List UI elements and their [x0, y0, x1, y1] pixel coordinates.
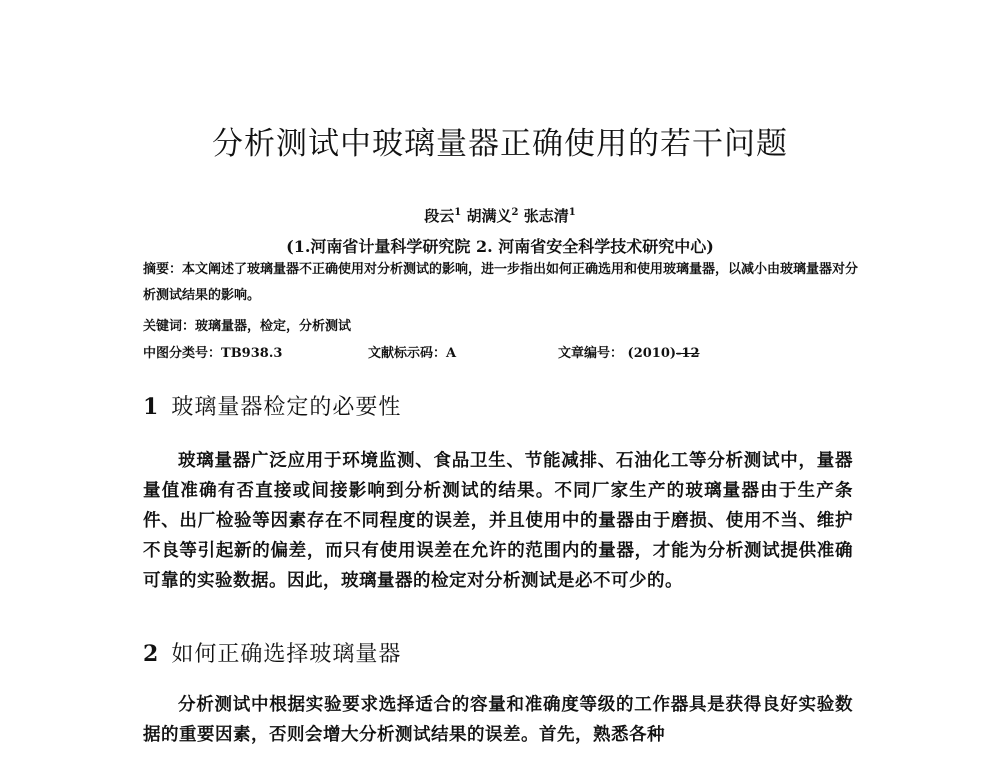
paper-title: 分析测试中玻璃量器正确使用的若干问题 [212, 126, 788, 162]
doc-code-field [368, 341, 558, 367]
clc-value: TB938.3 [221, 346, 283, 361]
body-paragraph: 分析测试中根据实验要求选择适合的容量和准确度等级的工作器具是获得良好实验数据的重要因素，否则会增大分析测试结果的误差。首先，熟悉各种 [143, 695, 853, 745]
author-name: 张志清 [523, 207, 569, 225]
author-affiliation-mark: 1 [568, 207, 576, 218]
keywords-label: 关键词： [143, 319, 196, 334]
abstract-label: 摘要： [143, 262, 183, 277]
article-no-field [558, 341, 700, 367]
author-line [0, 205, 1000, 226]
clc-label: 中图分类号： [143, 346, 222, 361]
doc-code-label: 文献标示码： [368, 346, 447, 361]
section-title: 玻璃量器检定的必要性 [171, 395, 402, 420]
section-title: 如何正确选择玻璃量器 [171, 642, 402, 667]
body-paragraph: 玻璃量器广泛应用于环境监测、食品卫生、节能减排、石油化工等分析测试中，量器量值准确有否直接或间接影响到分析测试的结果。不同厂家生产的玻璃量器由于生产条件、出厂检验等因素存在不同程度的误差，并且使用中的量器由于磨损、使用不当、维护不良等引起新的偏差，而只有使用误差在允许的范围内的量器，才能为分析测试提供准确可靠的实验数据。因此，玻璃量器的检定对分析测试是必不可少的。 [143, 451, 853, 591]
author-name: 胡满义 [466, 207, 512, 225]
clc-field [143, 341, 368, 367]
doc-code-value: A [446, 346, 457, 361]
section-heading [143, 390, 401, 421]
author-affiliation-mark: 2 [511, 207, 519, 218]
keywords-text: 玻璃量器，检定，分析测试 [195, 319, 352, 334]
keywords [143, 314, 863, 340]
article-no-struck: -12 [676, 346, 700, 361]
section-number: 1 [143, 394, 160, 420]
classification-line [143, 341, 863, 367]
section-number: 2 [143, 641, 160, 667]
abstract [143, 257, 863, 309]
article-no-label: 文章编号： [558, 346, 624, 361]
section-heading [143, 637, 401, 668]
abstract-text: 本文阐述了玻璃量器不正确使用对分析测试的影响，进一步指出如何正确选用和使用玻璃量器，以减小由玻璃量器对分析测试结果的影响。 [143, 262, 859, 303]
article-no-value: (2010) [627, 346, 677, 361]
author-name: 段云 [424, 207, 455, 225]
author-affiliation-mark: 1 [454, 207, 462, 218]
affiliations: (1.河南省计量科学研究院 2. 河南省安全科学技术研究中心) [286, 237, 714, 256]
